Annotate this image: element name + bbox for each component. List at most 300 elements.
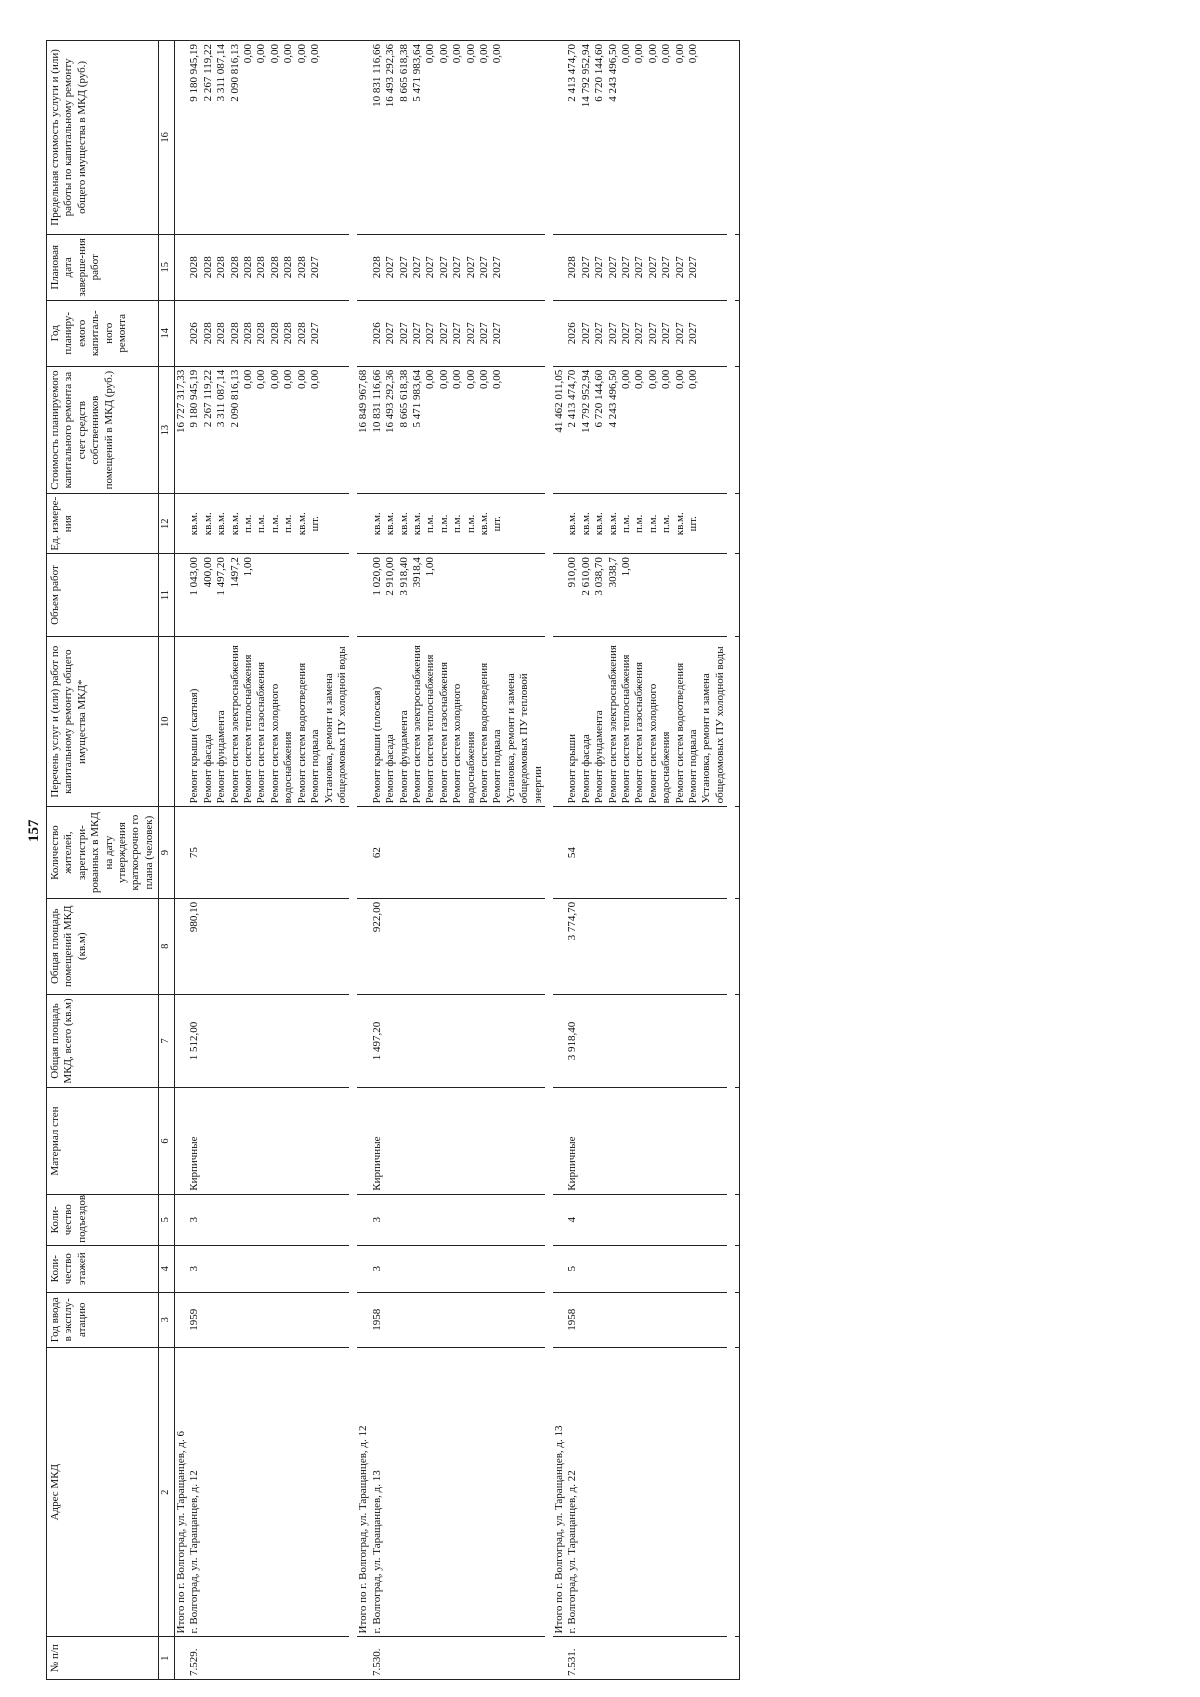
work-end-date: 2027 (673, 256, 686, 279)
work-cost: 0,00 (646, 369, 659, 390)
entrances-cell: 3 (188, 1194, 349, 1245)
table-cell (553, 898, 566, 994)
work-cost: 6 720 144,60 (593, 369, 606, 428)
header-cell: Коли-чество подъездов (47, 1194, 159, 1245)
work-end-date-list (566, 234, 727, 300)
table-cell (735, 1088, 740, 1194)
work-name-list (371, 637, 545, 807)
total-cost: 16 727 317,33 (175, 366, 189, 494)
work-name: Ремонт подвала (491, 729, 504, 804)
spacer-row (727, 41, 735, 1680)
work-name: Ремонт крыши (566, 733, 579, 804)
work-unit: кв.м. (410, 512, 423, 536)
table-cell (357, 554, 370, 637)
work-limit-cost: 0,00 (424, 44, 437, 64)
work-cost: 0,00 (673, 369, 686, 390)
work-end-date: 2027 (660, 256, 673, 279)
table-cell (735, 898, 740, 994)
work-name: Ремонт фасада (579, 734, 592, 804)
work-year: 2027 (477, 322, 490, 345)
year-cell: 1958 (371, 1292, 545, 1347)
work-cost: 10 831 116,66 (370, 369, 383, 433)
work-limit-cost: 0,00 (451, 44, 464, 64)
year-cell: 1958 (566, 1292, 727, 1347)
total-label: Итого по г. Волгоград, ул. Таращанцев, д. 13 (553, 1347, 566, 1636)
table-cell (735, 234, 740, 300)
work-year: 2028 (282, 322, 295, 345)
header-cell: Ед. измере-ния (47, 494, 159, 554)
work-end-date: 2028 (255, 256, 268, 279)
table-cell (175, 1637, 189, 1680)
area-rooms-cell: 3 774,70 (566, 898, 727, 994)
work-limit-cost-list (188, 41, 349, 235)
area-rooms-cell: 980,10 (188, 898, 349, 994)
work-year: 2027 (606, 322, 619, 345)
work-end-date: 2028 (242, 256, 255, 279)
table-cell (553, 41, 566, 235)
area-total-cell: 3 918,40 (566, 994, 727, 1088)
work-cost: 16 493 292,36 (384, 369, 397, 434)
work-year: 2027 (410, 322, 423, 345)
work-unit-list (566, 494, 727, 554)
work-year: 2028 (228, 322, 241, 345)
work-year: 2026 (188, 322, 201, 345)
work-limit-cost: 0,00 (295, 44, 308, 64)
work-unit: кв.м. (201, 512, 214, 536)
work-unit-list (188, 494, 349, 554)
work-unit: кв.м. (295, 512, 308, 536)
work-year: 2027 (397, 322, 410, 345)
work-limit-cost: 0,00 (660, 44, 673, 64)
work-cost: 0,00 (633, 369, 646, 390)
work-limit-cost: 5 471 983,64 (410, 44, 423, 102)
table-cell (735, 366, 740, 494)
work-limit-cost: 0,00 (477, 44, 490, 64)
work-name: Установка, ремонт и замена общедомовых ПУ тепловой энергии (504, 673, 544, 804)
column-number: 1 (159, 1637, 175, 1680)
work-cost: 2 267 119,22 (201, 369, 214, 428)
work-name: Ремонт систем газоснабжения (255, 661, 268, 804)
work-year: 2027 (646, 322, 659, 345)
work-end-date: 2027 (309, 256, 322, 279)
work-limit-cost: 14 792 952,94 (579, 44, 592, 108)
work-name: Ремонт подвала (309, 729, 322, 804)
work-volume: 2 910,00 (384, 557, 397, 596)
table-cell (175, 554, 189, 637)
work-end-date: 2028 (370, 256, 383, 279)
work-limit-cost-list (566, 41, 727, 235)
work-volume: 1,00 (242, 557, 255, 577)
work-limit-cost: 2 267 119,22 (201, 44, 214, 102)
work-name: Ремонт систем водоотведения (477, 662, 490, 804)
table-cell (553, 1245, 566, 1292)
work-year: 2027 (309, 322, 322, 345)
work-cost: 0,00 (255, 369, 268, 390)
work-end-date: 2027 (687, 256, 700, 279)
work-end-date: 2027 (593, 256, 606, 279)
work-end-date: 2027 (646, 256, 659, 279)
total-row (553, 41, 566, 1680)
floors-cell: 5 (566, 1245, 727, 1292)
work-cost: 0,00 (242, 369, 255, 390)
work-limit-cost: 4 243 496,50 (606, 44, 619, 102)
table-cell (553, 554, 566, 637)
work-limit-cost: 10 831 116,66 (370, 44, 383, 107)
work-unit-list (371, 494, 545, 554)
work-cost: 3 311 087,14 (215, 369, 228, 428)
work-year: 2028 (201, 322, 214, 345)
spacer-row (545, 41, 553, 1680)
work-name: Ремонт систем газоснабжения (633, 661, 646, 804)
work-name: Ремонт систем водоотведения (295, 662, 308, 804)
work-name: Ремонт систем теплоснабжения (620, 654, 633, 804)
work-name: Ремонт систем электроснабжения (606, 645, 619, 804)
floors-cell: 3 (188, 1245, 349, 1292)
work-cost: 0,00 (477, 369, 490, 390)
work-end-date: 2027 (384, 256, 397, 279)
header-row (47, 41, 159, 1680)
row-number: 7.530. (371, 1637, 545, 1680)
column-number: 11 (159, 554, 175, 637)
work-name: Ремонт фундамента (397, 710, 410, 804)
work-volume: 400,00 (201, 557, 214, 588)
work-year: 2027 (424, 322, 437, 345)
column-number: 16 (159, 41, 175, 235)
area-total-cell: 1 497,20 (371, 994, 545, 1088)
work-volume: 3918,4 (410, 557, 423, 588)
work-year: 2026 (370, 322, 383, 345)
work-limit-cost: 0,00 (268, 44, 281, 64)
table-cell (553, 234, 566, 300)
work-unit: п.м. (282, 514, 295, 533)
work-year: 2027 (593, 322, 606, 345)
work-limit-cost: 0,00 (646, 44, 659, 64)
residents-cell: 54 (566, 807, 727, 899)
work-unit: кв.м. (606, 512, 619, 536)
column-number: 9 (159, 807, 175, 899)
work-unit: п.м. (424, 514, 437, 533)
work-year: 2027 (673, 322, 686, 345)
work-cost: 0,00 (620, 369, 633, 390)
work-volume-list (566, 554, 727, 637)
work-end-date: 2027 (410, 256, 423, 279)
column-number: 3 (159, 1292, 175, 1347)
work-volume: 1,00 (620, 557, 633, 577)
work-year: 2027 (687, 322, 700, 345)
work-volume: 1 043,00 (188, 557, 201, 596)
row-number: 7.531. (566, 1637, 727, 1680)
table-cell (553, 300, 566, 366)
work-name: Ремонт подвала (687, 729, 700, 804)
work-name: Ремонт систем теплоснабжения (242, 654, 255, 804)
table-cell (735, 1292, 740, 1347)
work-name: Ремонт крыши (плоская) (370, 686, 383, 804)
work-limit-cost-list (371, 41, 545, 235)
table-cell (175, 234, 189, 300)
table-cell (357, 637, 370, 807)
work-cost: 0,00 (424, 369, 437, 390)
work-end-date: 2027 (451, 256, 464, 279)
work-unit: кв.м. (397, 512, 410, 536)
column-number: 2 (159, 1347, 175, 1636)
header-cell: Объем работ (47, 554, 159, 637)
header-cell: Общая площадь помещений МКД (кв.м) (47, 898, 159, 994)
spacer-cell (349, 41, 357, 1680)
work-unit: шт. (687, 516, 700, 532)
column-number: 6 (159, 1088, 175, 1194)
table-cell (357, 1194, 370, 1245)
column-number: 14 (159, 300, 175, 366)
table-cell (357, 1245, 370, 1292)
work-end-date: 2028 (215, 256, 228, 279)
table-cell (735, 41, 740, 235)
table-cell (357, 1088, 370, 1194)
rotated-table-container (46, 40, 1196, 1680)
column-number: 15 (159, 234, 175, 300)
wall-material-cell: Кирпичные (566, 1088, 727, 1194)
work-end-date: 2027 (606, 256, 619, 279)
column-number-row (159, 41, 175, 1680)
table-cell (175, 1088, 189, 1194)
table-cell (175, 300, 189, 366)
work-name: Ремонт систем теплоснабжения (424, 654, 437, 804)
work-unit: п.м. (255, 514, 268, 533)
work-end-date: 2028 (188, 256, 201, 279)
year-cell: 1959 (188, 1292, 349, 1347)
wall-material-cell: Кирпичные (188, 1088, 349, 1194)
work-year-list (566, 300, 727, 366)
work-unit: п.м. (437, 514, 450, 533)
table-cell (735, 1194, 740, 1245)
table-cell (357, 807, 370, 899)
work-end-date: 2028 (228, 256, 241, 279)
floors-cell: 3 (371, 1245, 545, 1292)
header-cell: Коли-чество этажей (47, 1245, 159, 1292)
work-limit-cost: 0,00 (491, 44, 504, 64)
work-unit: кв.м. (188, 512, 201, 536)
work-unit: кв.м. (566, 512, 579, 536)
work-unit: кв.м. (673, 512, 686, 536)
work-limit-cost: 0,00 (242, 44, 255, 64)
work-volume: 1 020,00 (370, 557, 383, 596)
spacer-cell (545, 41, 553, 1680)
work-unit: п.м. (646, 514, 659, 533)
table-cell (175, 1292, 189, 1347)
work-end-date: 2027 (464, 256, 477, 279)
work-limit-cost: 2 413 474,70 (566, 44, 579, 102)
work-end-date: 2027 (620, 256, 633, 279)
work-cost: 0,00 (282, 369, 295, 390)
table-cell (553, 994, 566, 1088)
header-cell: Перечень услуг и (или) работ по капитальному ремонту общего имущества МКД* (47, 637, 159, 807)
table-cell (357, 1292, 370, 1347)
work-year: 2027 (451, 322, 464, 345)
work-year-list (371, 300, 545, 366)
column-number: 5 (159, 1194, 175, 1245)
table-cell (735, 1347, 740, 1636)
work-limit-cost: 0,00 (437, 44, 450, 64)
work-name-list (566, 637, 727, 807)
total-cost: 16 849 967,68 (357, 366, 370, 494)
work-name: Установка, ремонт и замена общедомовых ПУ холодной воды (322, 646, 348, 804)
work-volume: 1 497,20 (215, 557, 228, 596)
work-year: 2028 (242, 322, 255, 345)
table-row (566, 41, 727, 1680)
work-cost: 0,00 (451, 369, 464, 390)
work-volume: 2 610,00 (579, 557, 592, 596)
table-cell (357, 494, 370, 554)
table-cell (735, 1245, 740, 1292)
work-name: Ремонт фасада (201, 734, 214, 804)
total-row (175, 41, 189, 1680)
table-cell (553, 494, 566, 554)
work-cost: 2 413 474,70 (566, 369, 579, 428)
table-cell (553, 1637, 566, 1680)
wall-material-cell: Кирпичные (371, 1088, 545, 1194)
work-volume: 3 038,70 (593, 557, 606, 596)
table-cell (357, 300, 370, 366)
row-number: 7.529. (188, 1637, 349, 1680)
capital-repair-table (46, 40, 740, 1680)
work-year: 2027 (620, 322, 633, 345)
work-year: 2027 (579, 322, 592, 345)
column-number: 8 (159, 898, 175, 994)
work-year: 2028 (268, 322, 281, 345)
work-name: Ремонт фундамента (593, 710, 606, 804)
work-end-date: 2027 (477, 256, 490, 279)
work-cost: 14 792 952,94 (579, 369, 592, 434)
total-row (357, 41, 370, 1680)
entrances-cell: 3 (371, 1194, 545, 1245)
table-cell (175, 1245, 189, 1292)
table-cell (735, 807, 740, 899)
header-cell: Стоимость планируемого капитального ремонта за счет средств собственников помещений в МКД (руб.) (47, 366, 159, 494)
work-end-date: 2027 (633, 256, 646, 279)
work-volume: 910,00 (566, 557, 579, 588)
work-cost: 5 471 983,64 (410, 369, 423, 428)
work-unit: п.м. (268, 514, 281, 533)
header-cell: Адрес МКД (47, 1347, 159, 1636)
work-cost: 9 180 945,19 (188, 369, 201, 428)
work-year: 2027 (464, 322, 477, 345)
work-limit-cost: 6 720 144,60 (593, 44, 606, 102)
work-year: 2027 (384, 322, 397, 345)
work-volume: 1497,2 (228, 557, 241, 588)
work-cost: 0,00 (464, 369, 477, 390)
total-label: Итого по г. Волгоград, ул. Таращанцев, д. 12 (357, 1347, 370, 1636)
work-end-date: 2027 (397, 256, 410, 279)
work-name: Ремонт систем электроснабжения (410, 645, 423, 804)
address-cell: г. Волгоград, ул. Таращанцев, д. 12 (188, 1347, 349, 1636)
work-unit: кв.м. (228, 512, 241, 536)
header-cell: Год планиру-емого капиталь-ного ремонта (47, 300, 159, 366)
table-cell (357, 898, 370, 994)
work-year: 2028 (255, 322, 268, 345)
work-limit-cost: 3 311 087,14 (215, 44, 228, 102)
column-number: 4 (159, 1245, 175, 1292)
work-name: Установка, ремонт и замена общедомовых ПУ холодной воды (700, 646, 726, 804)
work-name: Ремонт систем электроснабжения (228, 645, 241, 804)
table-row (188, 41, 349, 1680)
address-cell: г. Волгоград, ул. Таращанцев, д. 13 (371, 1347, 545, 1636)
work-limit-cost: 0,00 (255, 44, 268, 64)
spacer-cell (727, 41, 735, 1680)
residents-cell: 62 (371, 807, 545, 899)
work-year: 2027 (660, 322, 673, 345)
work-cost: 0,00 (660, 369, 673, 390)
work-cost: 0,00 (309, 369, 322, 390)
table-cell (735, 300, 740, 366)
work-volume: 3 918,40 (397, 557, 410, 596)
table-cell (553, 1088, 566, 1194)
column-number: 10 (159, 637, 175, 807)
table-cell (357, 41, 370, 235)
work-cost: 0,00 (491, 369, 504, 390)
work-limit-cost: 0,00 (464, 44, 477, 64)
column-number: 7 (159, 994, 175, 1088)
work-year: 2027 (633, 322, 646, 345)
work-unit: кв.м. (477, 512, 490, 536)
table-cell (357, 1637, 370, 1680)
work-name: Ремонт систем водоотведения (673, 662, 686, 804)
header-cell: Количество жителей, зарегистри-рованных в МКД на дату утверждения краткосрочно го плана (человек) (47, 807, 159, 899)
column-number: 12 (159, 494, 175, 554)
work-cost-list (371, 366, 545, 494)
table-cell (553, 1194, 566, 1245)
work-cost: 0,00 (295, 369, 308, 390)
work-name: Ремонт систем холодного водоснабжения (268, 683, 295, 804)
work-end-date: 2027 (437, 256, 450, 279)
work-cost: 0,00 (687, 369, 700, 390)
work-year: 2028 (215, 322, 228, 345)
work-unit: кв.м. (370, 512, 383, 536)
work-name: Ремонт систем газоснабжения (437, 661, 450, 804)
work-name: Ремонт фундамента (215, 710, 228, 804)
work-unit: п.м. (660, 514, 673, 533)
area-rooms-cell: 922,00 (371, 898, 545, 994)
work-unit: п.м. (242, 514, 255, 533)
table-cell (175, 637, 189, 807)
work-unit: п.м. (451, 514, 464, 533)
work-unit: шт. (491, 516, 504, 532)
work-limit-cost: 0,00 (687, 44, 700, 64)
table-cell (175, 41, 189, 235)
header-cell: Материал стен (47, 1088, 159, 1194)
work-end-date: 2028 (566, 256, 579, 279)
table-cell (357, 234, 370, 300)
work-name-list (188, 637, 349, 807)
work-year: 2027 (491, 322, 504, 345)
table-cell (553, 1292, 566, 1347)
table-cell (175, 898, 189, 994)
work-end-date: 2028 (282, 256, 295, 279)
work-volume: 3038,7 (606, 557, 619, 588)
table-body (175, 41, 740, 1680)
table-row (371, 41, 545, 1680)
work-limit-cost: 2 090 816,13 (228, 44, 241, 102)
work-name: Ремонт крыши (скатная) (188, 688, 201, 804)
work-end-date-list (371, 234, 545, 300)
header-cell: Плановая дата заверше-ния работ (47, 234, 159, 300)
page-number: 157 (26, 819, 42, 842)
work-name: Ремонт систем холодного водоснабжения (646, 683, 673, 804)
header-cell: Год ввода в эксплу-атацию (47, 1292, 159, 1347)
work-limit-cost: 0,00 (309, 44, 322, 64)
header-cell: Общая площадь МКД, всего (кв.м) (47, 994, 159, 1088)
work-cost: 2 090 816,13 (228, 369, 241, 428)
work-end-date-list (188, 234, 349, 300)
table-cell (735, 494, 740, 554)
